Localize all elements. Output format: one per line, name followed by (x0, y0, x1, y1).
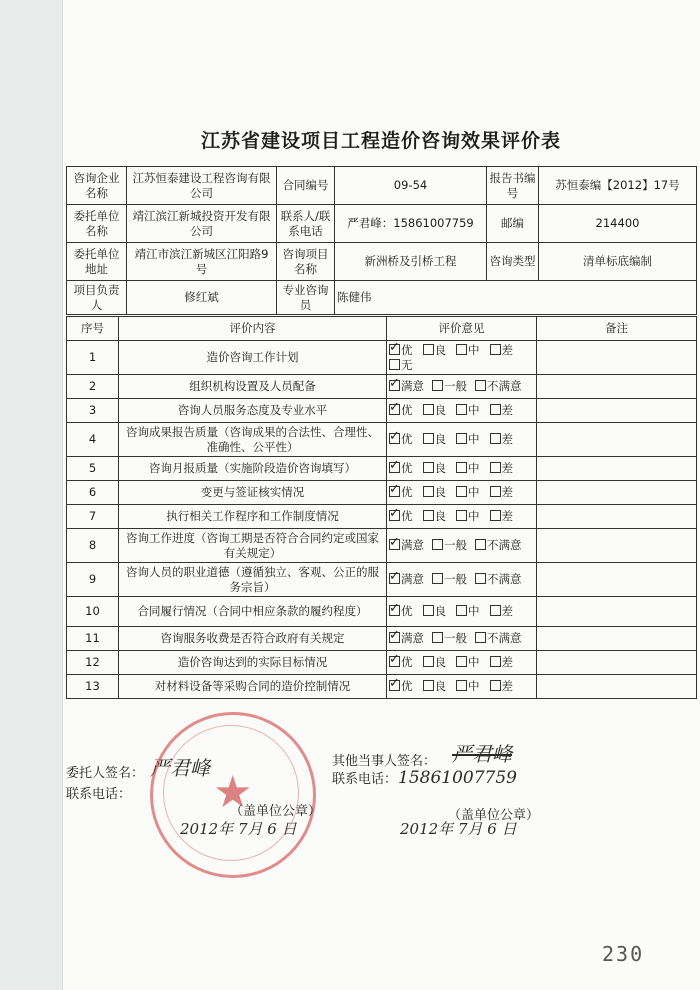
eval-row-opinion (387, 505, 537, 529)
opinion-option[interactable] (490, 343, 514, 358)
eval-row-no: 3 (67, 399, 119, 423)
header-no: 序号 (67, 317, 119, 341)
opinion-option[interactable] (456, 343, 480, 358)
eval-row-opinion (387, 423, 537, 457)
opinion-option[interactable] (389, 538, 424, 553)
checked-box-icon[interactable] (389, 486, 400, 497)
opinion-option-label: 一般 (444, 572, 467, 586)
eval-row (67, 627, 697, 651)
eval-row-remark[interactable] (537, 481, 697, 505)
opinion-option-label: 差 (501, 604, 513, 618)
opinion-option[interactable] (432, 572, 467, 587)
opinion-option[interactable] (389, 403, 413, 418)
checkbox-icon[interactable] (456, 462, 467, 473)
opinion-option-label: 良 (434, 655, 446, 669)
client-phone-label: 联系电话： (66, 787, 132, 802)
eval-row-opinion (387, 529, 537, 563)
opinion-option[interactable] (389, 679, 413, 694)
label-company: 咨询企业名称 (67, 167, 127, 205)
eval-row-content: 执行相关工作程序和工作制度情况 (119, 505, 387, 529)
eval-row-content: 变更与签证核实情况 (119, 481, 387, 505)
opinion-option[interactable] (423, 343, 447, 358)
other-phone-label: 联系电话： (332, 772, 398, 787)
opinion-option-label: 良 (434, 461, 446, 475)
eval-row-remark[interactable] (537, 627, 697, 651)
eval-row-content: 咨询人员的职业道德（遵循独立、客观、公正的服务宗旨） (119, 563, 387, 597)
eval-row-no: 7 (67, 505, 119, 529)
opinion-option-label: 差 (501, 509, 513, 523)
opinion-option-label: 中 (468, 485, 480, 499)
opinion-option[interactable] (423, 485, 447, 500)
opinion-option[interactable] (423, 679, 447, 694)
eval-row (67, 563, 697, 597)
eval-row-remark[interactable] (537, 457, 697, 481)
eval-row-opinion (387, 597, 537, 627)
checked-box-icon[interactable] (389, 680, 400, 691)
eval-row (67, 675, 697, 699)
label-client-address: 委托单位地址 (67, 243, 127, 281)
opinion-option[interactable] (389, 379, 424, 394)
eval-row-opinion (387, 341, 537, 375)
value-project-name: 新洲桥及引桥工程 (335, 243, 487, 281)
opinion-option[interactable] (432, 631, 467, 646)
checkbox-icon[interactable] (490, 462, 501, 473)
value-postcode: 214400 (539, 205, 697, 243)
opinion-option[interactable] (432, 379, 467, 394)
opinion-option-label: 优 (401, 403, 413, 417)
opinion-option-label: 中 (468, 679, 480, 693)
opinion-option-label: 满意 (401, 538, 424, 552)
eval-row (67, 597, 697, 627)
opinion-option-label: 良 (434, 342, 446, 357)
eval-row-content: 咨询人员服务态度及专业水平 (119, 399, 387, 423)
label-contract-no: 合同编号 (277, 167, 335, 205)
opinion-option[interactable] (423, 509, 447, 524)
eval-row-opinion (387, 675, 537, 699)
opinion-option-label: 一般 (444, 631, 467, 645)
opinion-option[interactable] (456, 485, 480, 500)
eval-row-remark[interactable] (537, 341, 697, 375)
eval-row-content: 合同履行情况（合同中相应条款的履约程度） (119, 597, 387, 627)
checkbox-icon[interactable] (456, 656, 467, 667)
opinion-option-label: 差 (501, 655, 513, 669)
opinion-option[interactable] (423, 655, 447, 670)
opinion-option-label: 良 (434, 509, 446, 523)
label-project-lead: 项目负责人 (67, 281, 127, 315)
eval-row (67, 423, 697, 457)
opinion-option-label: 良 (434, 679, 446, 693)
client-date: 2012年 7月 6 日 (180, 820, 297, 838)
checkbox-icon[interactable] (423, 605, 434, 616)
checkbox-icon[interactable] (475, 573, 486, 584)
opinion-option-label: 中 (468, 604, 480, 618)
eval-row-opinion (387, 627, 537, 651)
opinion-option-label: 满意 (401, 379, 424, 393)
eval-row-content: 造价咨询工作计划 (119, 341, 387, 375)
eval-row-opinion (387, 651, 537, 675)
evaluation-rows (67, 341, 697, 699)
eval-row (67, 457, 697, 481)
checked-box-icon[interactable] (389, 605, 400, 616)
eval-row-opinion (387, 399, 537, 423)
opinion-option-label: 满意 (401, 631, 424, 645)
eval-row-no: 1 (67, 341, 119, 375)
label-report-no: 报告书编号 (487, 167, 539, 205)
checkbox-icon[interactable] (423, 433, 434, 444)
eval-row-remark[interactable] (537, 529, 697, 563)
info-table (66, 166, 697, 315)
eval-row (67, 341, 697, 375)
value-project-lead: 修红斌 (127, 281, 277, 315)
checkbox-icon[interactable] (490, 510, 501, 521)
eval-row-remark[interactable] (537, 505, 697, 529)
opinion-option-label: 良 (434, 604, 446, 618)
opinion-option-label: 差 (501, 403, 513, 417)
opinion-option-label: 差 (501, 679, 513, 693)
label-client: 委托单位名称 (67, 205, 127, 243)
checkbox-icon[interactable] (456, 510, 467, 521)
opinion-option[interactable] (389, 358, 413, 373)
opinion-option[interactable] (475, 379, 522, 394)
checkbox-icon[interactable] (423, 510, 434, 521)
eval-row-remark[interactable] (537, 563, 697, 597)
opinion-option[interactable] (456, 655, 480, 670)
checkbox-icon[interactable] (389, 359, 400, 370)
eval-row-content: 咨询工作进度（咨询工期是否符合合同约定或国家有关规定） (119, 529, 387, 563)
opinion-option[interactable] (490, 679, 514, 694)
opinion-option-label: 无 (401, 357, 413, 372)
checkbox-icon[interactable] (490, 605, 501, 616)
opinion-option-label: 不满意 (487, 538, 522, 552)
opinion-option-label: 中 (468, 432, 480, 446)
eval-row-no: 10 (67, 597, 119, 627)
checkbox-icon[interactable] (423, 462, 434, 473)
opinion-option[interactable] (389, 631, 424, 646)
scan-margin (0, 0, 62, 990)
eval-row (67, 529, 697, 563)
opinion-option[interactable] (389, 485, 413, 500)
eval-row-content: 咨询成果报告质量（咨询成果的合法性、合理性、准确性、公平性） (119, 423, 387, 457)
value-consult-type: 清单标底编制 (539, 243, 697, 281)
eval-row-no: 13 (67, 675, 119, 699)
value-report-no: 苏恒泰编【2012】17号 (539, 167, 697, 205)
opinion-option[interactable] (423, 403, 447, 418)
other-seal-note: （盖单位公章） (448, 808, 540, 823)
opinion-option-label: 中 (468, 342, 480, 357)
value-company: 江苏恒泰建设工程咨询有限公司 (127, 167, 277, 205)
form-title: 江苏省建设项目工程造价咨询效果评价表 (200, 130, 561, 152)
eval-row (67, 375, 697, 399)
eval-row-remark[interactable] (537, 675, 697, 699)
eval-row-remark[interactable] (537, 399, 697, 423)
eval-row-no: 11 (67, 627, 119, 651)
checkbox-icon[interactable] (490, 404, 501, 415)
opinion-option-label: 差 (501, 485, 513, 499)
opinion-option-label: 中 (468, 509, 480, 523)
opinion-option[interactable] (475, 538, 522, 553)
checkbox-icon[interactable] (432, 632, 443, 643)
checkbox-icon[interactable] (423, 344, 434, 355)
checked-box-icon[interactable] (389, 433, 400, 444)
checkbox-icon[interactable] (456, 605, 467, 616)
eval-row-opinion (387, 563, 537, 597)
opinion-option[interactable] (389, 343, 413, 358)
eval-row-no: 5 (67, 457, 119, 481)
checkbox-icon[interactable] (423, 656, 434, 667)
opinion-option-label: 不满意 (487, 631, 522, 645)
checkbox-icon[interactable] (490, 433, 501, 444)
eval-row (67, 651, 697, 675)
label-consult-type: 咨询类型 (487, 243, 539, 281)
checkbox-icon[interactable] (456, 433, 467, 444)
opinion-option-label: 中 (468, 461, 480, 475)
page-number: 230 (602, 942, 645, 966)
opinion-option-label: 差 (501, 461, 513, 475)
eval-row-opinion (387, 457, 537, 481)
client-sign-label: 委托人签名： (66, 766, 145, 781)
opinion-option[interactable] (490, 655, 514, 670)
header-remark: 备注 (537, 317, 697, 341)
checkbox-icon[interactable] (456, 680, 467, 691)
seal-star-icon: ★ (213, 767, 253, 818)
opinion-option-label: 中 (468, 403, 480, 417)
opinion-option[interactable] (389, 655, 413, 670)
value-client: 靖江滨江新城投资开发有限公司 (127, 205, 277, 243)
opinion-option-label: 不满意 (487, 379, 522, 393)
opinion-option[interactable] (423, 461, 447, 476)
opinion-option-label: 差 (501, 432, 513, 446)
opinion-option[interactable] (423, 432, 447, 447)
opinion-option[interactable] (490, 461, 514, 476)
opinion-option-label: 优 (401, 679, 413, 693)
eval-row-remark[interactable] (537, 423, 697, 457)
opinion-option-label: 优 (401, 509, 413, 523)
opinion-option-label: 中 (468, 655, 480, 669)
checkbox-icon[interactable] (423, 486, 434, 497)
checkbox-icon[interactable] (490, 344, 501, 355)
opinion-option[interactable] (389, 432, 413, 447)
opinion-option[interactable] (456, 679, 480, 694)
opinion-option[interactable] (475, 572, 522, 587)
eval-row-no: 8 (67, 529, 119, 563)
opinion-option[interactable] (475, 631, 522, 646)
eval-row (67, 399, 697, 423)
opinion-option-label: 良 (434, 403, 446, 417)
eval-row-no: 4 (67, 423, 119, 457)
header-content: 评价内容 (119, 317, 387, 341)
opinion-option[interactable] (389, 509, 413, 524)
checked-box-icon[interactable] (389, 510, 400, 521)
checkbox-icon[interactable] (475, 539, 486, 550)
checkbox-icon[interactable] (432, 539, 443, 550)
opinion-option[interactable] (389, 572, 424, 587)
checkbox-icon[interactable] (490, 656, 501, 667)
opinion-option-label: 差 (501, 342, 513, 357)
opinion-option-label: 良 (434, 485, 446, 499)
opinion-option[interactable] (490, 509, 514, 524)
checkbox-icon[interactable] (456, 404, 467, 415)
checked-box-icon[interactable] (389, 404, 400, 415)
opinion-option-label: 一般 (444, 379, 467, 393)
opinion-option[interactable] (389, 461, 413, 476)
checkbox-icon[interactable] (490, 486, 501, 497)
other-date: 2012年 7月 6 日 (400, 820, 517, 838)
opinion-option[interactable] (456, 509, 480, 524)
evaluation-table (66, 316, 697, 699)
checkbox-icon[interactable] (432, 573, 443, 584)
eval-row-content: 咨询月报质量（实施阶段造价咨询填写） (119, 457, 387, 481)
checked-box-icon[interactable] (389, 573, 400, 584)
opinion-option-label: 不满意 (487, 572, 522, 586)
opinion-option[interactable] (490, 604, 514, 619)
header-opinion: 评价意见 (387, 317, 537, 341)
other-phone: 15861007759 (398, 768, 517, 788)
value-client-address: 靖江市滨江新城区江阳路9号 (127, 243, 277, 281)
eval-row (67, 505, 697, 529)
eval-row-opinion (387, 481, 537, 505)
checked-box-icon[interactable] (389, 656, 400, 667)
checkbox-icon[interactable] (475, 632, 486, 643)
opinion-option[interactable] (490, 403, 514, 418)
checked-box-icon[interactable] (389, 462, 400, 473)
value-consultant: 陈健伟 (335, 281, 697, 315)
opinion-option-label: 优 (401, 432, 413, 446)
checkbox-icon[interactable] (423, 404, 434, 415)
opinion-option[interactable] (490, 432, 514, 447)
opinion-option-label: 优 (401, 485, 413, 499)
eval-row-remark[interactable] (537, 375, 697, 399)
checkbox-icon[interactable] (423, 680, 434, 691)
eval-row-no: 9 (67, 563, 119, 597)
opinion-option[interactable] (456, 403, 480, 418)
opinion-option-label: 优 (401, 655, 413, 669)
label-postcode: 邮编 (487, 205, 539, 243)
other-signature: 严君峰 (452, 742, 512, 766)
checkbox-icon[interactable] (432, 380, 443, 391)
eval-row-content: 咨询服务收费是否符合政府有关规定 (119, 627, 387, 651)
opinion-option-label: 优 (401, 461, 413, 475)
opinion-option[interactable] (456, 461, 480, 476)
opinion-option-label: 满意 (401, 572, 424, 586)
checked-box-icon[interactable] (389, 344, 400, 355)
checked-box-icon[interactable] (389, 539, 400, 550)
client-seal-note: （盖单位公章） (230, 804, 322, 819)
opinion-option[interactable] (389, 604, 413, 619)
opinion-option[interactable] (490, 485, 514, 500)
checked-box-icon[interactable] (389, 632, 400, 643)
eval-row-content: 对材料设备等采购合同的造价控制情况 (119, 675, 387, 699)
checkbox-icon[interactable] (456, 344, 467, 355)
opinion-option[interactable] (456, 432, 480, 447)
eval-row-content: 组织机构设置及人员配备 (119, 375, 387, 399)
eval-row-no: 6 (67, 481, 119, 505)
company-seal (150, 712, 316, 878)
checkbox-icon[interactable] (475, 380, 486, 391)
value-contact: 严君峰：15861007759 (335, 205, 487, 243)
checked-box-icon[interactable] (389, 380, 400, 391)
opinion-option[interactable] (423, 604, 447, 619)
checkbox-icon[interactable] (456, 486, 467, 497)
other-sign-label: 其他当事人签名： (332, 754, 437, 769)
eval-row-no: 12 (67, 651, 119, 675)
value-contract-no: 09-54 (335, 167, 487, 205)
label-contact: 联系人/联系电话 (277, 205, 335, 243)
eval-row (67, 481, 697, 505)
opinion-option-label: 优 (401, 604, 413, 618)
label-consultant: 专业咨询员 (277, 281, 335, 315)
eval-row-remark[interactable] (537, 597, 697, 627)
label-project-name: 咨询项目名称 (277, 243, 335, 281)
opinion-option-label: 优 (401, 342, 413, 357)
opinion-option[interactable] (432, 538, 467, 553)
client-signature: 严君峰 (150, 756, 210, 780)
eval-row-remark[interactable] (537, 651, 697, 675)
eval-row-no: 2 (67, 375, 119, 399)
opinion-option-label: 一般 (444, 538, 467, 552)
eval-row-content: 造价咨询达到的实际目标情况 (119, 651, 387, 675)
checkbox-icon[interactable] (490, 680, 501, 691)
opinion-option-label: 良 (434, 432, 446, 446)
opinion-option[interactable] (456, 604, 480, 619)
eval-row-opinion (387, 375, 537, 399)
